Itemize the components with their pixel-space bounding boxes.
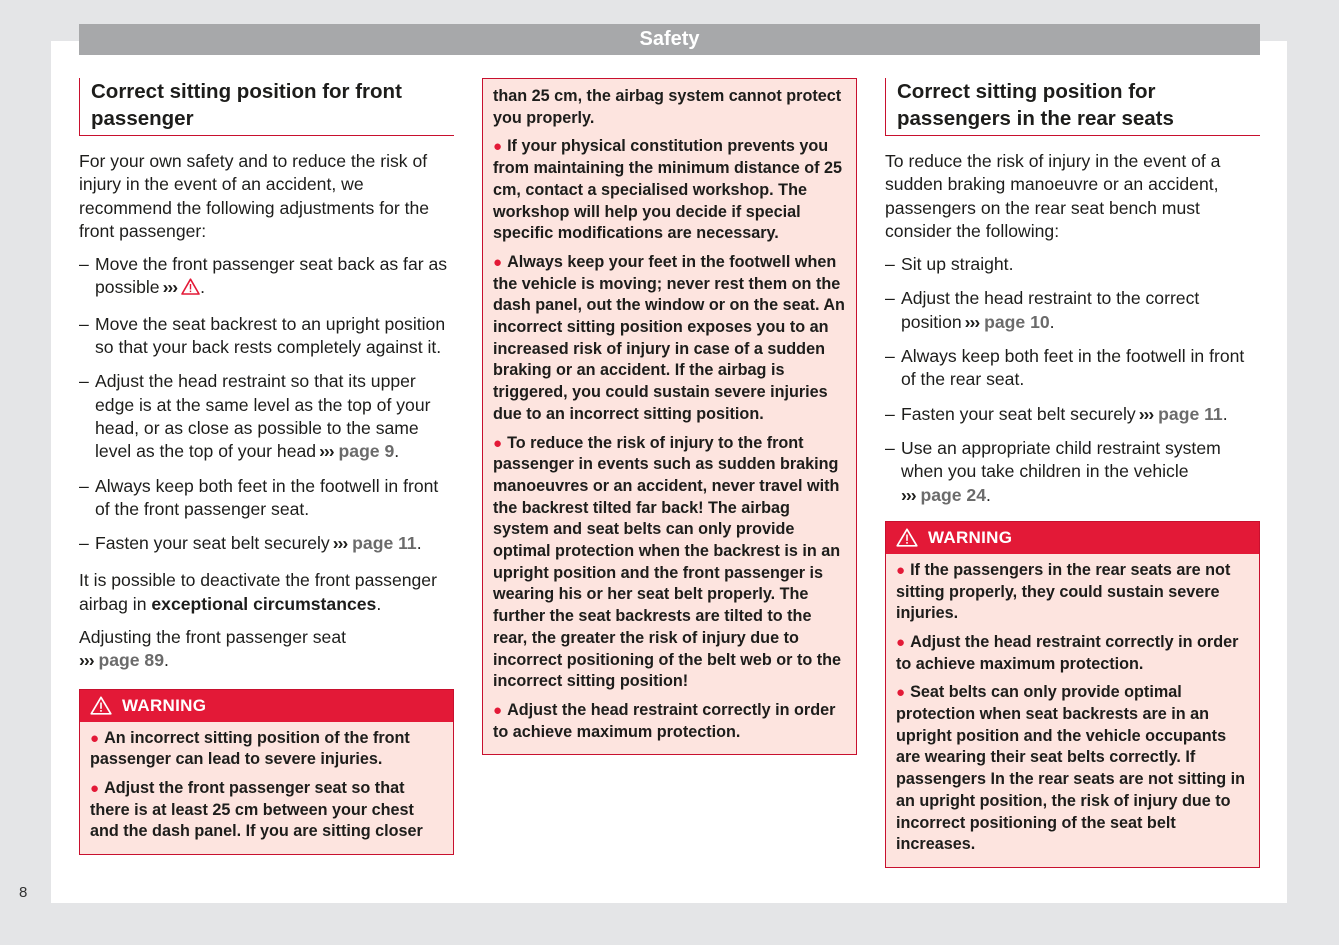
- rear-passengers-warning-box: [885, 521, 1260, 868]
- warning-header: [886, 522, 1259, 554]
- list-item: – Sit up straight.: [885, 254, 1014, 275]
- section-header-band: [79, 24, 1260, 55]
- triple-chevron-icon: ›››: [1138, 403, 1154, 424]
- triple-chevron-icon: ›››: [319, 441, 334, 462]
- front-passenger-warning-continued: [482, 78, 857, 755]
- warning-item: ● Adjust the head restraint correctly in order to achieve maximum protection.: [493, 700, 836, 741]
- right-column: [885, 78, 1260, 868]
- list-item: – Fasten your seat belt securely ››› page 11.: [79, 533, 422, 554]
- dash-bullet: –: [79, 254, 89, 275]
- warning-item: ● If your physical constitution prevents you from maintaining the minimum distance of 25 cm, contact a specialised workshop. The workshop will help you decide if special specific modifications are necessary.: [493, 137, 842, 243]
- list-item: – Always keep both feet in the footwell in front of the front passenger seat.: [79, 475, 439, 519]
- red-bullet-icon: ●: [493, 253, 503, 271]
- left-column: [79, 78, 454, 855]
- warning-label: WARNING: [928, 527, 1013, 547]
- warning-item: ● Adjust the head restraint correctly in order to achieve maximum protection.: [896, 632, 1239, 673]
- list-item: – Move the front passenger seat back as far as possible ››› .: [79, 253, 454, 302]
- page-link-10[interactable]: page 10: [984, 311, 1050, 332]
- rear-passengers-steps: [885, 253, 1260, 507]
- page-link-9[interactable]: page 9: [338, 441, 395, 462]
- red-bullet-icon: ●: [896, 684, 906, 702]
- list-item: – Always keep both feet in the footwell in front of the rear seat.: [885, 346, 1245, 390]
- page-link-89[interactable]: page 89: [98, 650, 164, 671]
- warning-item: ● Adjust the front passenger seat so that there is at least 25 cm between your chest and the dash panel. If you are sitting closer: [90, 779, 423, 841]
- front-passenger-intro: For your own safety and to reduce the risk of injury in the event of an accident, we recommend the following adjustments for the front passenger:: [79, 151, 430, 241]
- warning-body: [886, 554, 1259, 867]
- warning-body: [80, 722, 453, 855]
- red-bullet-icon: ●: [896, 561, 906, 579]
- warning-header: [80, 690, 453, 722]
- warning-triangle-icon[interactable]: [181, 278, 200, 301]
- list-item: – Use an appropriate child restraint system when you take children in the vehicle ››› page 24.: [885, 437, 1221, 505]
- red-bullet-icon: ●: [896, 633, 906, 651]
- warning-item: ● Seat belts can only provide optimal protection when seat backrests are in an upright position and the vehicle occupants are wearing their seat belts correctly. If passengers In the rear seats are not sitting in an upright position, the risk of injury due to incorrect positioning of the seat belt increases.: [896, 683, 1246, 854]
- triple-chevron-icon: ›››: [332, 533, 348, 554]
- red-bullet-icon: ●: [90, 780, 100, 798]
- triple-chevron-icon: ›››: [162, 277, 178, 298]
- page-link-11[interactable]: page 11: [352, 533, 417, 554]
- warning-item: ● If the passengers in the rear seats are not sitting properly, they could sustain severe injuries.: [896, 560, 1231, 623]
- warning-item: ● To reduce the risk of injury to the front passenger in events such as sudden braking manoeuvres or an accident, never travel with the backrest tilted far back! The airbag system and seat belts can only provide optimal protection when the backrest is in an upright position and the front passenger is wearing his or her seat belt properly. The further the seat backrests are tilted to the rear, the greater the risk of injury due to incorrect positioning of the belt web or to the incorrect sitting position!: [493, 433, 842, 691]
- list-item: – Adjust the head restraint to the correct position ››› page 10.: [885, 288, 1200, 332]
- adjusting-seat-ref: Adjusting the front passenger seat ››› page 89.: [79, 627, 347, 671]
- list-item: – Fasten your seat belt securely ››› page 11.: [885, 403, 1228, 424]
- page-link-24[interactable]: page 24: [920, 484, 986, 505]
- warning-item: ● An incorrect sitting position of the front passenger can lead to severe injuries.: [90, 728, 410, 769]
- rear-passengers-intro: To reduce the risk of injury in the event of a sudden braking manoeuvre or an accident, passengers on the rear seat bench must consider the following:: [885, 151, 1221, 241]
- triple-chevron-icon: ›››: [964, 311, 980, 332]
- list-item: – Move the seat backrest to an upright position so that your back rests completely against it.: [79, 313, 446, 358]
- warning-triangle-icon: [896, 528, 918, 547]
- triple-chevron-icon: ›››: [79, 650, 94, 671]
- section-header-title: Safety: [639, 28, 700, 50]
- warning-triangle-icon: [90, 696, 112, 715]
- red-bullet-icon: ●: [493, 138, 503, 156]
- triple-chevron-icon: ›››: [901, 484, 916, 505]
- red-bullet-icon: ●: [493, 701, 503, 719]
- middle-column: [482, 78, 857, 755]
- red-bullet-icon: ●: [90, 729, 100, 747]
- rear-passengers-heading: Correct sitting position for passengers in the rear seats: [885, 78, 1260, 136]
- warning-label: WARNING: [122, 695, 207, 715]
- airbag-deactivation-note: It is possible to deactivate the front passenger airbag in exceptional circumstances.: [79, 570, 437, 614]
- front-passenger-warning-box: [79, 689, 454, 856]
- front-passenger-steps: [79, 253, 454, 555]
- page-number: 8: [19, 884, 28, 901]
- warning-continuation: than 25 cm, the airbag system cannot protect you properly.: [493, 87, 842, 127]
- red-bullet-icon: ●: [493, 434, 503, 452]
- page-link-11[interactable]: page 11: [1158, 403, 1223, 424]
- warning-item: ● Always keep your feet in the footwell when the vehicle is moving; never rest them on the dash panel, out the window or on the seat. An incorrect sitting position exposes you to an increased risk of injury in case of a sudden braking or an accident. If the airbag is triggered, you could sustain severe injuries due to an incorrect sitting position.: [493, 252, 845, 423]
- list-item: – Adjust the head restraint so that its upper edge is at the same level as the top of your head, or as close as possible to the same level as the top of your head ››› page 9.: [79, 371, 431, 462]
- front-passenger-heading: Correct sitting position for front passenger: [79, 78, 454, 136]
